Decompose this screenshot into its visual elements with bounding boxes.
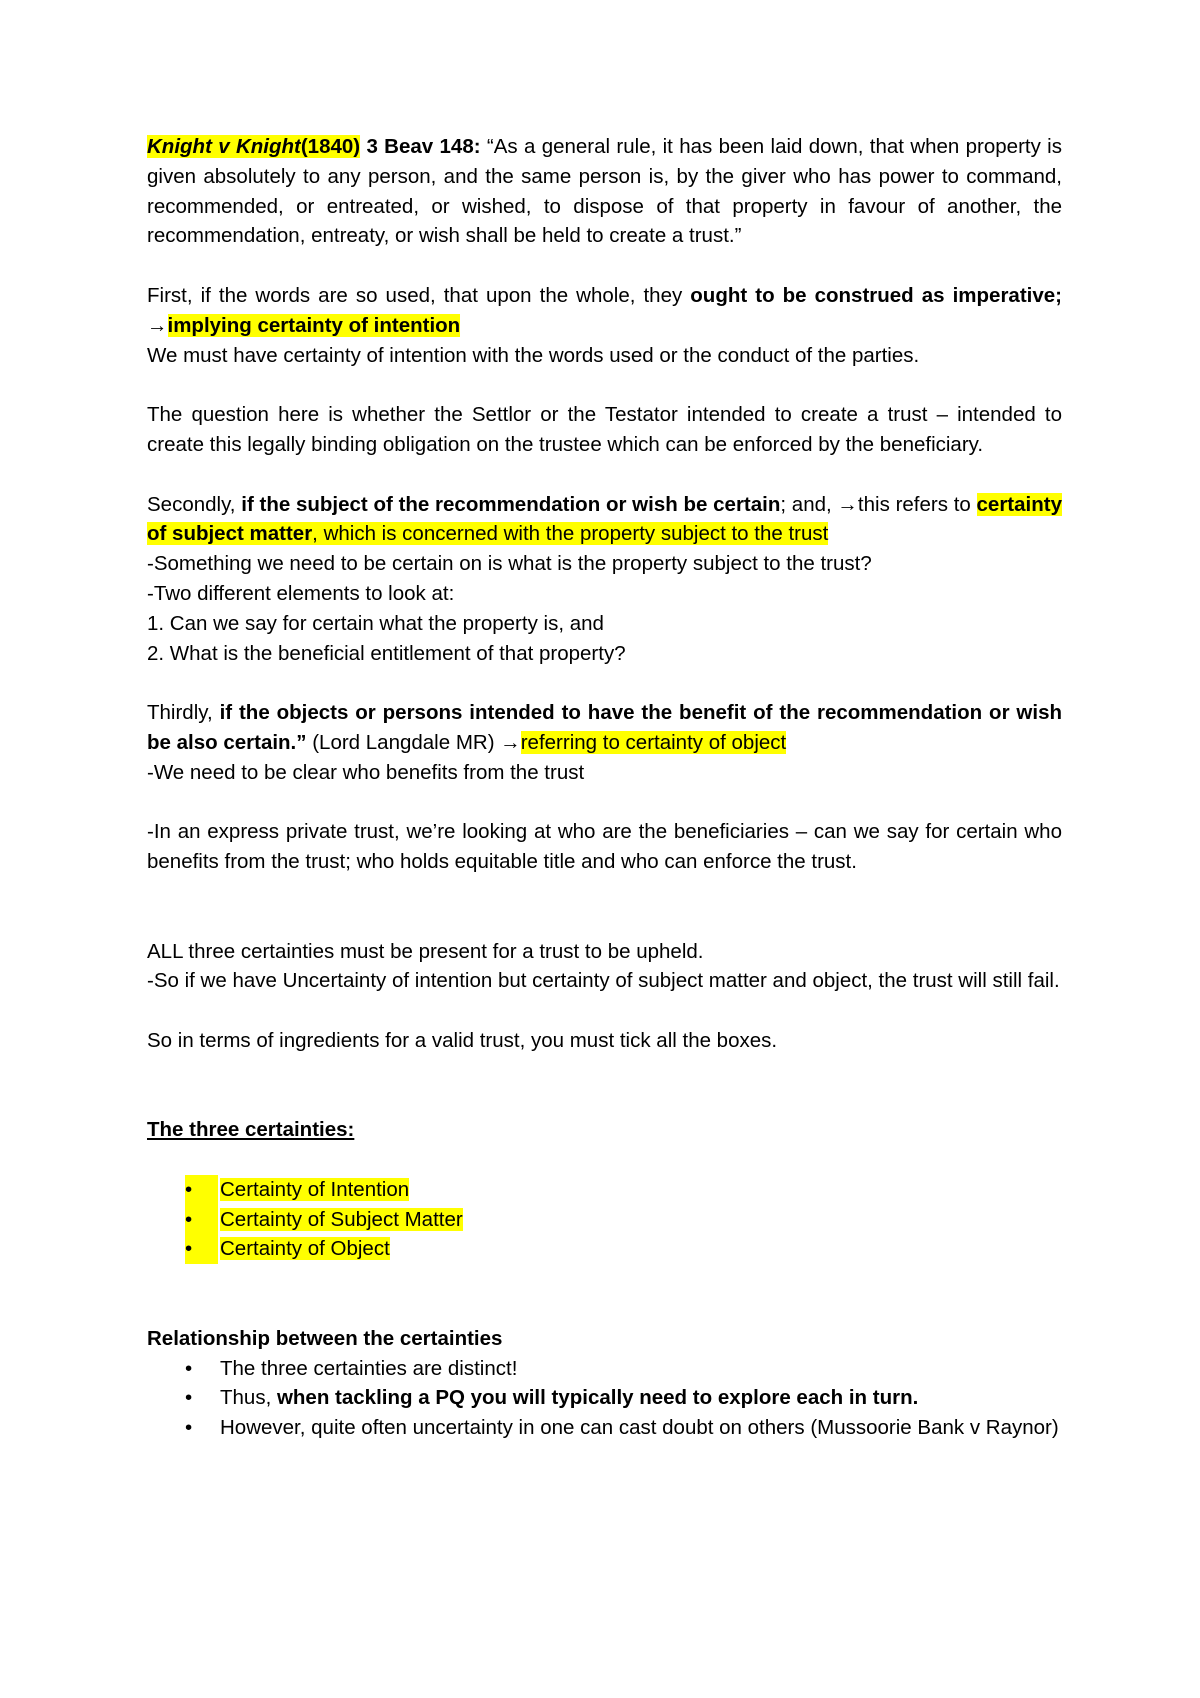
second-mid: ; and, →this refers to (780, 492, 977, 516)
third-bold: if the objects or persons intended to have the benefit of the recommendation or wish be also certain.” (147, 701, 1062, 754)
third-highlight: referring to certainty of object (520, 730, 787, 754)
list-item-label: Certainty of Intention (220, 1177, 410, 1201)
list-item-label: However, quite often uncertainty in one can cast doubt on others (Mussoorie Bank v Raynor) (220, 1416, 1059, 1440)
third-line2: -We need to be clear who benefits from the trust (147, 760, 585, 784)
list-item-lead: Thus, (220, 1386, 277, 1410)
third-mid: (Lord Langdale MR) → (306, 730, 521, 754)
case-citation: 3 Beav 148: (360, 135, 481, 158)
bullet-icon: • (185, 1386, 193, 1410)
second-bold: if the subject of the recommendation or wish be certain (241, 492, 781, 516)
second-highlight-1: certainty of subject matter (147, 492, 1062, 546)
bullet-icon: • (185, 1356, 193, 1380)
bullet-icon: • (185, 1175, 218, 1205)
case-quote: “As a general rule, it has been laid down, that when property is given absolutely to any person, and the same person is, by the giver who has power to command, recommended, or entreated, or wished, to dispose of that property in favour of another, the recommendation, entreaty, or wish shall be held to create a trust.” (147, 135, 1062, 248)
first-paragraph (147, 281, 1062, 341)
question-paragraph: The question here is whether the Settlor or the Testator intended to create a trust – intended to create this legally binding obligation on the trustee which can be enforced by the beneficiary. (147, 403, 1062, 456)
relationship-heading: Relationship between the certainties (147, 1326, 503, 1350)
second-line-3: 1. Can we say for certain what the property is, and (147, 611, 604, 635)
express-trust-paragraph: -In an express private trust, we’re looking at who are the beneficiaries – can we say for certain who benefits from the trust; who holds equitable title and who can enforce the trust. (147, 820, 1062, 874)
three-certainties-heading: The three certainties: (147, 1118, 355, 1142)
bullet-icon: • (185, 1234, 218, 1264)
list-item (147, 1354, 1062, 1384)
spacer (147, 996, 1062, 1026)
case-name: Knight v Knight (147, 135, 301, 158)
list-item-label: Certainty of Subject Matter (220, 1207, 463, 1231)
list-item-label: The three certainties are distinct! (220, 1356, 518, 1380)
first-highlight: implying certainty of intention (167, 313, 461, 337)
knight-quote-paragraph (147, 132, 1062, 251)
first-arrow: → (147, 313, 168, 337)
first-bold: ought to be construed as imperative; (690, 283, 1062, 307)
spacer (147, 251, 1062, 281)
third-paragraph (147, 698, 1062, 758)
spacer (147, 877, 1062, 937)
third-lead: Thirdly, (147, 701, 220, 725)
all-three-line1: ALL three certainties must be present for a trust to be upheld. (147, 939, 704, 963)
spacer (147, 1145, 1062, 1175)
first-line2: We must have certainty of intention with the words used or the conduct of the parties. (147, 343, 920, 367)
spacer (147, 370, 1062, 400)
three-certainties-list (147, 1175, 1062, 1264)
second-line-2: -Two different elements to look at: (147, 581, 455, 605)
spacer (147, 1264, 1062, 1324)
second-line-1: -Something we need to be certain on is what is the property subject to the trust? (147, 552, 872, 576)
list-item (147, 1205, 1062, 1235)
spacer (147, 788, 1062, 818)
spacer (147, 1056, 1062, 1116)
document-page (147, 132, 1062, 1443)
list-item (147, 1234, 1062, 1264)
bullet-icon: • (185, 1205, 218, 1235)
all-three-line2: -So if we have Uncertainty of intention but certainty of subject matter and object, the trust will still fail. (147, 969, 1060, 993)
second-paragraph (147, 490, 1062, 550)
bullet-icon: • (185, 1416, 193, 1440)
second-lead: Secondly, (147, 492, 242, 516)
relationship-list (147, 1354, 1062, 1443)
list-item (147, 1383, 1062, 1413)
case-year: (1840) (300, 135, 361, 158)
list-item (147, 1413, 1062, 1443)
list-item-bold: when tackling a PQ you will typically need to explore each in turn. (276, 1386, 919, 1410)
second-line-4: 2. What is the beneficial entitlement of that property? (147, 641, 626, 665)
spacer (147, 668, 1062, 698)
list-item-label: Certainty of Object (220, 1237, 390, 1261)
first-lead: First, if the words are so used, that upon the whole, they (147, 283, 691, 307)
spacer (147, 460, 1062, 490)
ingredients-paragraph: So in terms of ingredients for a valid trust, you must tick all the boxes. (147, 1028, 778, 1052)
list-item (147, 1175, 1062, 1205)
second-highlight-2: , which is concerned with the property subject to the trust (312, 522, 829, 546)
